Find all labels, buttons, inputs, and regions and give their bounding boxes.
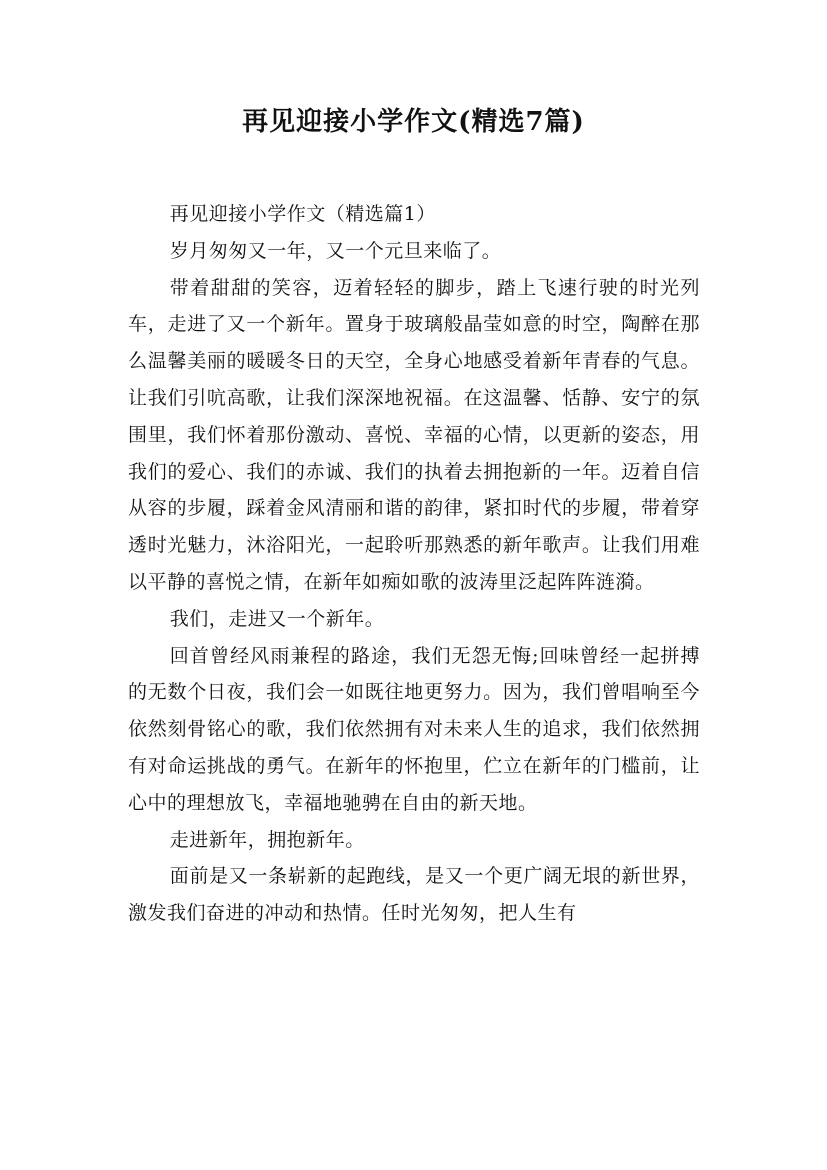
paragraph: 回首曾经风雨兼程的路途，我们无怨无悔;回味曾经一起拼搏的无数个日夜，我们会一如既往地更努力。因为，我们曾唱响至今依然刻骨铭心的歌，我们依然拥有对未来人生的追求，我们依然拥有对命运挑战的勇气。在新年的怀抱里，伫立在新年的门槛前，让心中的理想放飞，幸福地驰骋在自由的新天地。 [128, 644, 700, 814]
paragraph: 面前是又一条崭新的起跑线，是又一个更广阔无垠的新世界，激发我们奋进的冲动和热情。任时光匆匆，把人生有 [128, 865, 700, 925]
section-heading: 再见迎接小学作文（精选篇1） [169, 203, 436, 225]
document-title: 再见迎接小学作文(精选7篇) [242, 107, 585, 137]
paragraph: 走进新年，拥抱新年。 [169, 828, 365, 851]
paragraph: 我们，走进又一个新年。 [169, 607, 385, 630]
paragraph: 带着甜甜的笑容，迈着轻轻的脚步，踏上飞速行驶的时光列车，走进了又一个新年。置身于玻璃般晶莹如意的时空，陶醉在那么温馨美丽的暖暖冬日的天空，全身心地感受着新年青春的气息。让我们引吭高歌，让我们深深地祝福。在这温馨、恬静、安宁的氛围里，我们怀着那份激动、喜悦、幸福的心情，以更新的姿态，用我们的爱心、我们的赤诚、我们的执着去拥抱新的一年。迈着自信从容的步履，踩着金风清丽和谐的韵律，紧扣时代的步履，带着穿透时光魅力，沐浴阳光，一起聆听那熟悉的新年歌声。让我们用难以平静的喜悦之情，在新年如痴如歌的波涛里泛起阵阵涟漪。 [128, 276, 700, 593]
document-body [128, 196, 700, 932]
paragraph: 岁月匆匆又一年，又一个元旦来临了。 [169, 239, 502, 262]
